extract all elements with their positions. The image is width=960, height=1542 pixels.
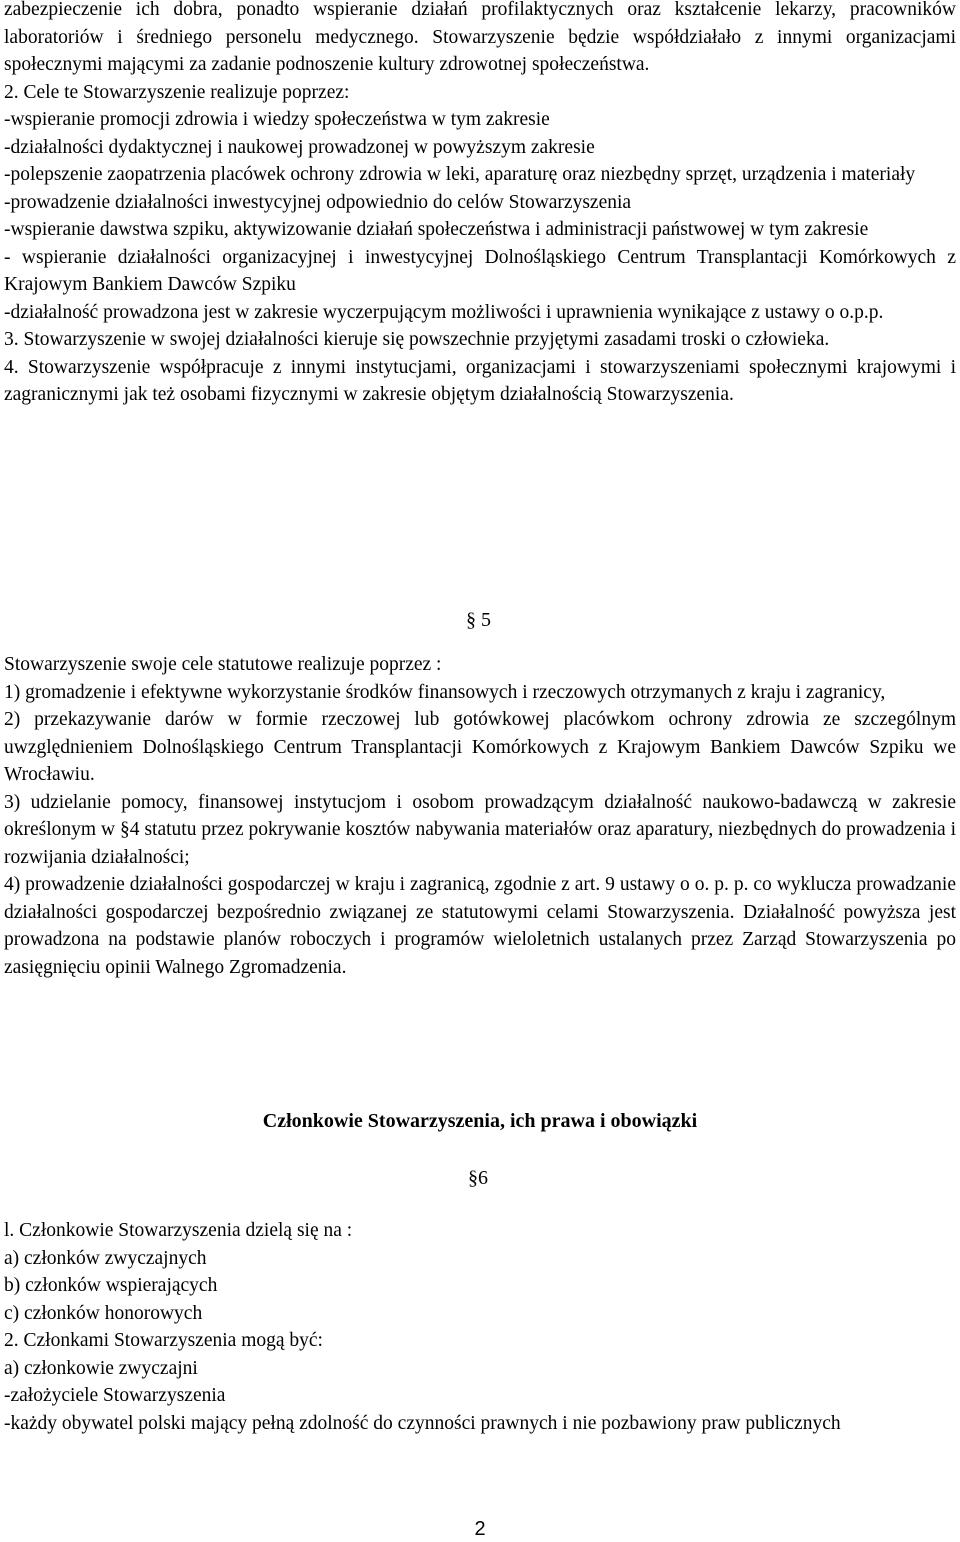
section-6-line: c) członków honorowych <box>4 1302 203 1324</box>
section-5-intro: Stowarzyszenie swoje cele statutowe realizuje poprzez : <box>4 654 442 675</box>
section-6-line: a) członków zwyczajnych <box>4 1247 207 1269</box>
goal-item: -działalność prowadzona jest w zakresie wyczerpującym możliwości i uprawnienia wynikające z ustawy o o.p.p. <box>4 301 884 323</box>
intro-section <box>4 0 956 409</box>
goal-item: -wspieranie promocji zdrowia i wiedzy społeczeństwa w tym zakresie <box>4 109 550 130</box>
chapter-heading: Członkowie Stowarzyszenia, ich prawa i obowiązki <box>262 1110 698 1132</box>
goal-item: -polepszenie zaopatrzenia placówek ochrony zdrowia w leki, aparaturę oraz niezbędny sprzęt, urządzenia i materiały <box>4 164 916 185</box>
goal-item: -prowadzenie działalności inwestycyjnej odpowiednio do celów Stowarzyszenia <box>4 191 632 213</box>
section-6-line: a) członkowie zwyczajni <box>4 1357 198 1379</box>
goal-item: -działalności dydaktycznej i naukowej prowadzonej w powyższym zakresie <box>4 136 595 158</box>
section-5-mark: § 5 <box>466 609 491 631</box>
section-6-line: l. Członkowie Stowarzyszenia dzielą się na : <box>4 1220 353 1241</box>
page-number: 2 <box>474 1518 486 1540</box>
intro-paragraph: zabezpieczenie ich dobra, ponadto wspieranie działań profilaktycznych oraz kształcenie lekarzy, pracowników laboratoriów i średniego personelu medycznego. Stowarzyszenie będzie współdziałało z innymi organizacjami społecznymi mającymi za zadanie podnoszenie kultury zdrowotnej społeczeństwa. <box>4 0 956 75</box>
section-6-line: -założyciele Stowarzyszenia <box>4 1385 226 1406</box>
goal-item: -wspieranie dawstwa szpiku, aktywizowanie działań społeczeństwa i administracji państwowej w tym zakresie <box>4 219 869 240</box>
section-5-item: 3) udzielanie pomocy, finansowej instytucjom i osobom prowadzącym działalność naukowo-badawczą w zakresie określonym w §4 statutu przez pokrywanie kosztów nabywania materiałów oraz aparatury, niezbędnych do prowadzenia i rozwijania działalności; <box>4 791 956 868</box>
section-6-body <box>4 1217 956 1437</box>
numbered-paragraph: 4. Stowarzyszenie współpracuje z innymi instytucjami, organizacjami i stowarzyszeniami społecznymi krajowymi i zagranicznymi jak też osobami fizycznymi w zakresie objętym działalnością Stowarzyszenia. <box>4 356 956 405</box>
section-6-line: b) członków wspierających <box>4 1275 218 1296</box>
numbered-paragraph: 3. Stowarzyszenie w swojej działalności kieruje się powszechnie przyjętymi zasadami troski o człowieka. <box>4 329 830 350</box>
goal-item: - wspieranie działalności organizacyjnej i inwestycyjnej Dolnośląskiego Centrum Transplantacji Komórkowych z Krajowym Bankiem Dawców Szpiku <box>4 246 956 295</box>
goals-intro: 2. Cele te Stowarzyszenie realizuje poprzez: <box>4 81 350 103</box>
section-6-line: 2. Członkami Stowarzyszenia mogą być: <box>4 1330 323 1351</box>
section-6-mark: §6 <box>468 1167 488 1189</box>
section-6-line: -każdy obywatel polski mający pełną zdolność do czynności prawnych i nie pozbawiony praw publicznych <box>4 1412 841 1434</box>
section-5-item: 2) przekazywanie darów w formie rzeczowej lub gotówkowej placówkom ochrony zdrowia ze szczególnym uwzględnieniem Dolnośląskiego Centrum Transplantacji Komórkowych z Krajowym Bankiem Dawców Szpiku we Wrocławiu. <box>4 709 956 785</box>
section-5-body <box>4 651 956 981</box>
section-5-item: 1) gromadzenie i efektywne wykorzystanie środków finansowych i rzeczowych otrzymanych z kraju i zagranicy, <box>4 681 886 703</box>
section-5-item: 4) prowadzenie działalności gospodarczej w kraju i zagranicą, zgodnie z art. 9 ustawy o o. p. p. co wyklucza prowadzanie działalności gospodarczej bezpośrednio związanej ze statutowymi celami Stowarzyszenia. Działalność powyższa jest prowadzona na podstawie planów roboczych i programów wieloletnich ustalanych przez Zarząd Stowarzyszenia po zasięgnięciu opinii Walnego Zgromadzenia. <box>4 874 956 978</box>
